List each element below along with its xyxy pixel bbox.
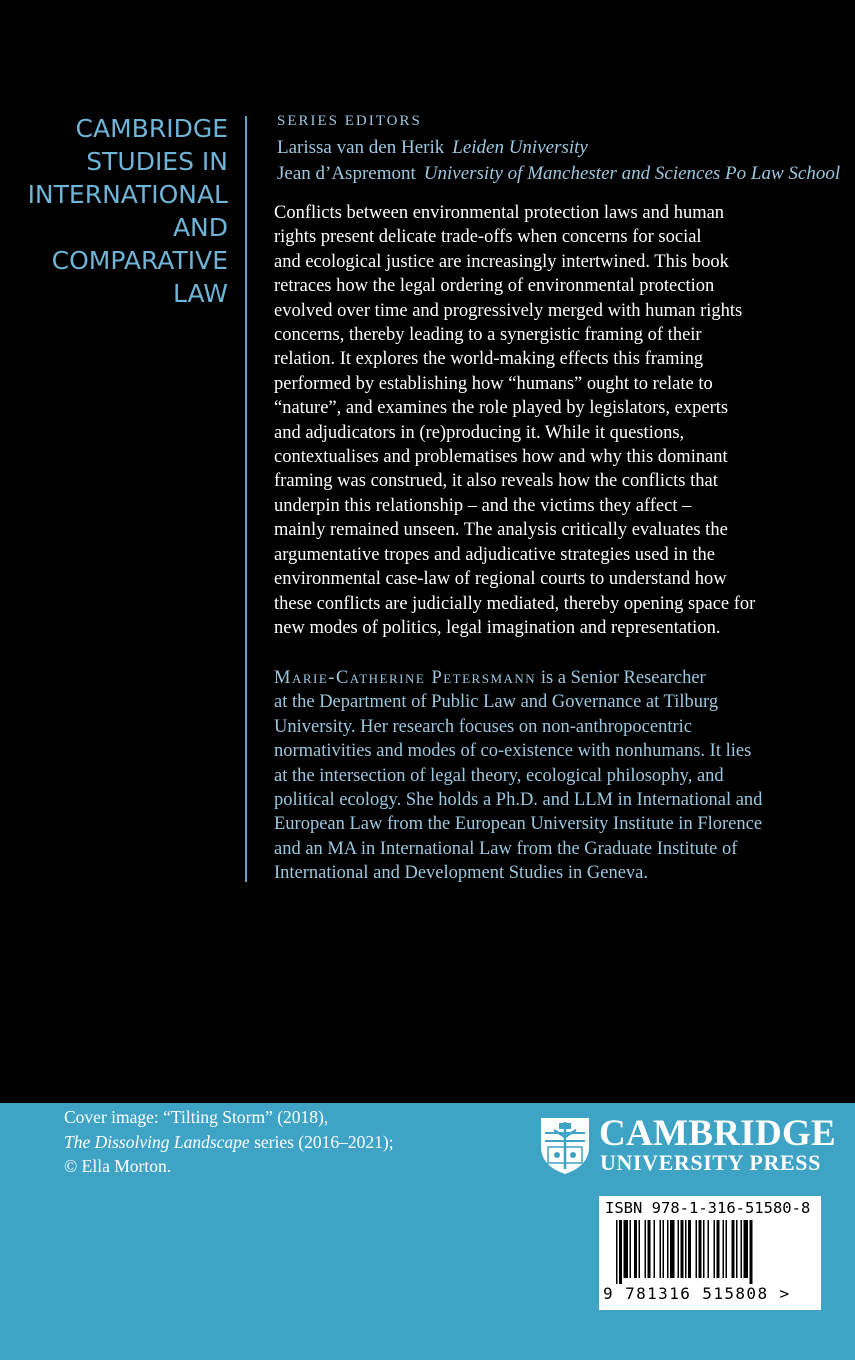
cover-image-credit [64, 1105, 394, 1179]
series-editor [277, 163, 840, 185]
series-title [0, 112, 228, 310]
credit-line [64, 1130, 394, 1155]
blurb-line: and adjudicators in (re)producing it. While it questions, [274, 422, 685, 443]
blurb-line: performed by establishing how “humans” ought to relate to [274, 373, 713, 394]
credit-line: Cover image: “Tilting Storm” (2018), [64, 1107, 329, 1127]
barcode-digits: 9 781316 515808 > [603, 1284, 791, 1303]
book-blurb [274, 201, 834, 640]
vertical-divider [245, 116, 247, 882]
bio-first-line-rest: is a Senior Researcher [536, 668, 706, 688]
bio-line: at the intersection of legal theory, ecological philosophy, and [274, 765, 724, 786]
series-title-line: AND [172, 213, 228, 242]
blurb-line: rights present delicate trade-offs when concerns for social [274, 227, 702, 248]
series-title-line: CAMBRIDGE [75, 114, 228, 143]
blurb-line: and ecological justice are increasingly intertwined. This book [274, 251, 729, 272]
editor-name: Jean d’Aspremont [277, 163, 416, 184]
blurb-line: framing was construed, it also reveals how the conflicts that [274, 471, 718, 492]
author-bio [274, 666, 834, 886]
bio-line: and an MA in International Law from the Graduate Institute of [274, 838, 738, 859]
blurb-line: evolved over time and progressively merged with human rights [274, 300, 743, 321]
barcode-panel [599, 1196, 821, 1310]
blurb-line: argumentative tropes and adjudicative strategies used in the [274, 544, 715, 565]
series-title-line: LAW [173, 279, 228, 308]
cambridge-crest-icon [540, 1117, 590, 1175]
publisher-name: CAMBRIDGE [599, 1113, 837, 1154]
series-title-line: STUDIES IN [86, 147, 228, 176]
blurb-line: underpin this relationship – and the victims they affect – [274, 495, 692, 516]
bio-line: normativities and modes of co-existence with nonhumans. It lies [274, 741, 752, 762]
credit-line: © Ella Morton. [64, 1156, 172, 1176]
credit-series-rest: series (2016–2021); [249, 1131, 394, 1152]
series-title-line: COMPARATIVE [51, 246, 228, 275]
blurb-line: Conflicts between environmental protection laws and human [274, 203, 725, 223]
series-editor [277, 137, 588, 159]
editor-affiliation: Leiden University [452, 137, 588, 158]
blurb-line: concerns, thereby leading to a synergistic framing of their [274, 325, 702, 346]
blurb-line: relation. It explores the world-making effects this framing [274, 349, 704, 370]
editor-name: Larissa van den Herik [277, 137, 445, 158]
bio-line: International and Development Studies in Geneva. [274, 863, 649, 884]
blurb-line: environmental case-law of regional courts to understand how [274, 569, 727, 590]
bio-line [274, 666, 834, 690]
blurb-line: these conflicts are judicially mediated, thereby opening space for [274, 593, 756, 614]
series-title-line: INTERNATIONAL [27, 180, 228, 209]
series-editors-label: SERIES EDITORS [277, 113, 422, 129]
blurb-line: new modes of politics, legal imagination and representation. [274, 617, 721, 638]
blurb-line: “nature”, and examines the role played by legislators, experts [274, 398, 729, 419]
blurb-line: contextualises and problematises how and why this dominant [274, 447, 728, 468]
bio-line: political ecology. She holds a Ph.D. and LLM in International and [274, 790, 763, 811]
author-name: Marie-Catherine Petersmann [274, 668, 537, 688]
publisher-subname: UNIVERSITY PRESS [600, 1150, 821, 1175]
blurb-line: mainly remained unseen. The analysis critically evaluates the [274, 520, 728, 541]
barcode-icon [616, 1220, 806, 1284]
credit-series-title: The Dissolving Landscape [64, 1131, 250, 1152]
isbn-label: ISBN 978-1-316-51580-8 [605, 1199, 811, 1217]
editor-affiliation: University of Manchester and Sciences Po Law School [423, 163, 841, 184]
bio-line: University. Her research focuses on non-anthropocentric [274, 716, 692, 737]
blurb-line: retraces how the legal ordering of environmental protection [274, 276, 715, 297]
bio-line: European Law from the European University Institute in Florence [274, 814, 763, 835]
bio-line: at the Department of Public Law and Governance at Tilburg [274, 692, 719, 713]
